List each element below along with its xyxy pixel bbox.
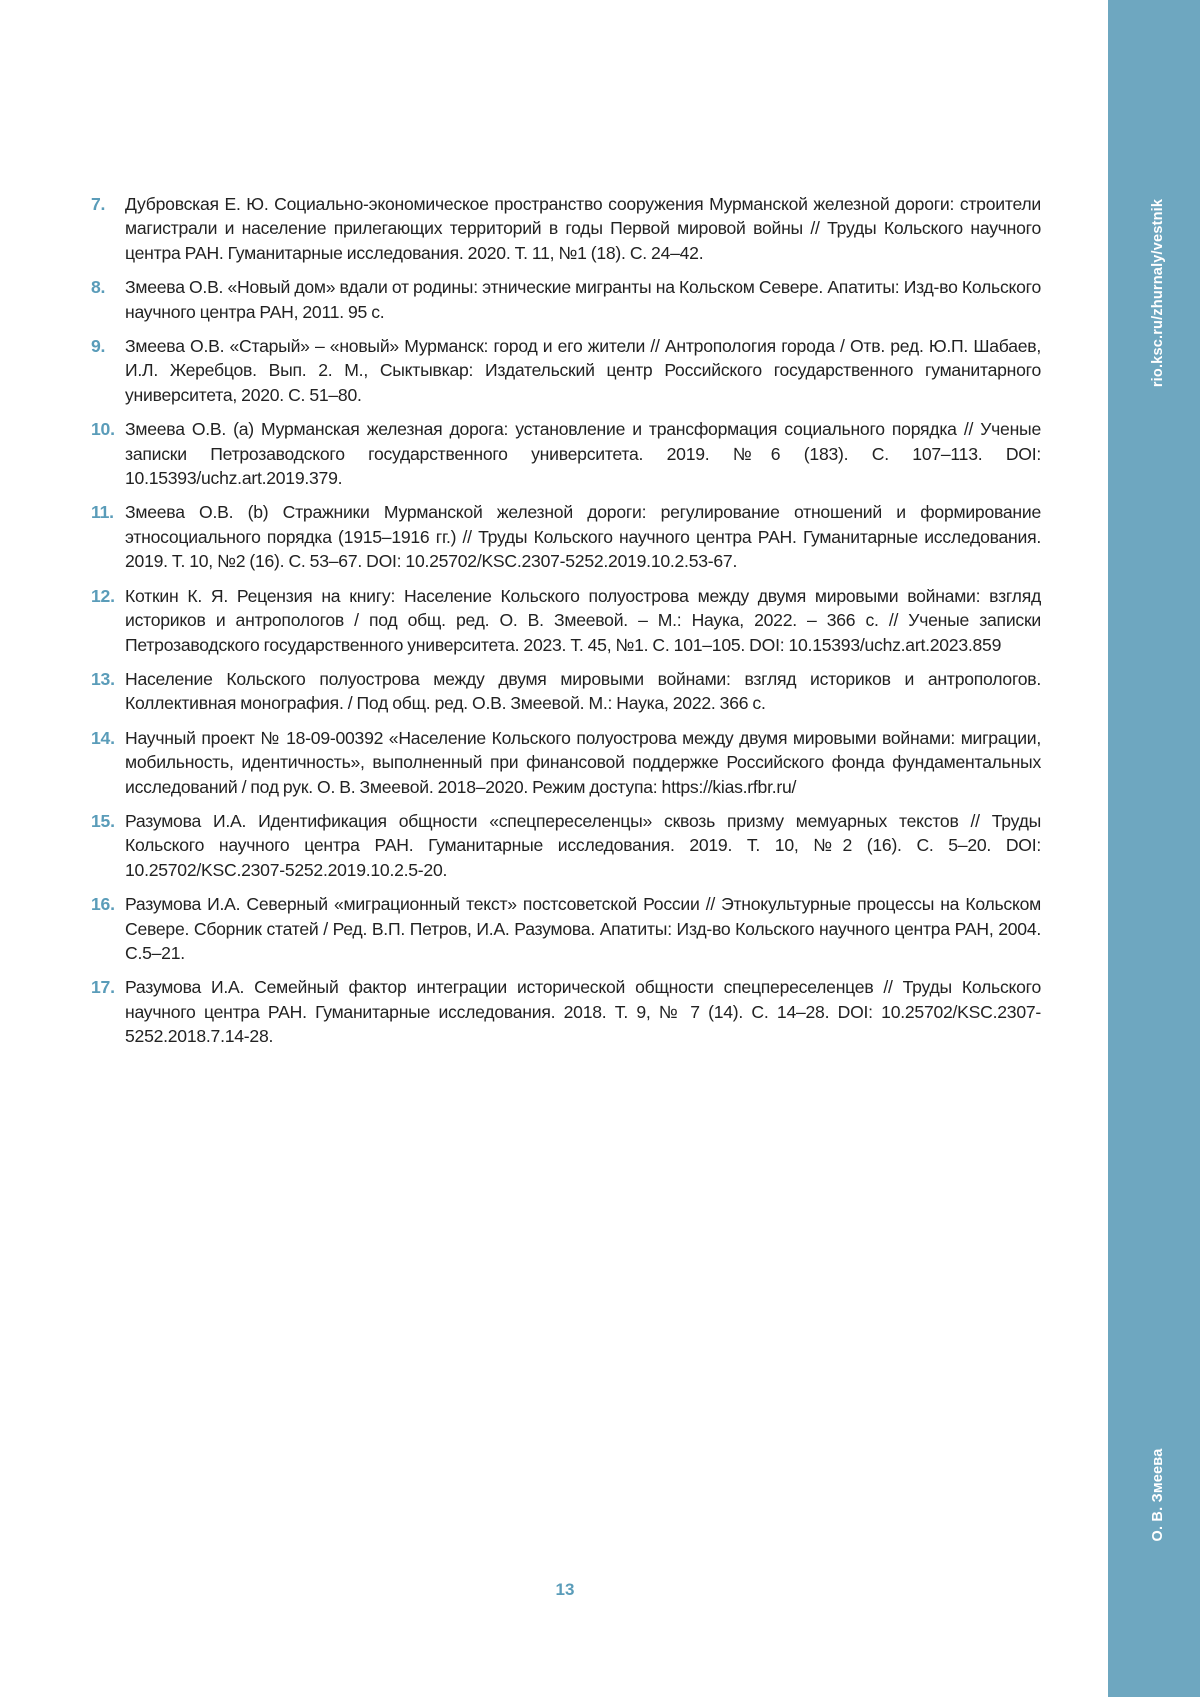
reference-item	[91, 975, 1041, 1048]
reference-number: 9.	[91, 336, 106, 357]
reference-number: 16.	[91, 894, 115, 915]
reference-number: 8.	[91, 277, 106, 298]
reference-item	[91, 667, 1041, 716]
reference-item	[91, 584, 1041, 657]
reference-number: 13.	[91, 668, 115, 689]
reference-text: Население Кольского полуострова между двумя мировыми войнами: взгляд историков и антропологов. Коллективная монография. / Под общ. ред. О.В. Змеевой. М.: Наука, 2022. 366 с.	[125, 668, 1041, 714]
reference-number: 11.	[91, 502, 114, 523]
reference-number: 10.	[91, 419, 115, 440]
reference-number: 14.	[91, 727, 115, 748]
reference-text: Змеева О.В. (b) Стражники Мурманской железной дороги: регулирование отношений и формирование этносоциального порядка (1915–1916 гг.) // Труды Кольского научного центра РАН. Гуманитарные исследования. 2019. Т. 10, №2 (16). С. 53–67. DOI: 10.25702/KSC.2307-5252.2019.10.2.53-67.	[125, 502, 1041, 572]
reference-text: Змеева О.В. «Старый» – «новый» Мурманск: город и его жители // Антропология города / Отв. ред. Ю.П. Шабаев, И.Л. Жеребцов. Вып. 2. М., Сыктывкар: Издательский центр Российского государственного гуманитарного университета, 2020. С. 51–80.	[125, 336, 1041, 405]
reference-item	[91, 500, 1041, 573]
reference-text: Разумова И.А. Северный «миграционный текст» постсоветской России // Этнокультурные процессы на Кольском Севере. Сборник статей / Ред. В.П. Петров, И.А. Разумова. Апатиты: Изд-во Кольского научного центра РАН, 2004. С.5–21.	[125, 894, 1041, 963]
reference-text: Змеева О.В. «Новый дом» вдали от родины: этнические мигранты на Кольском Севере. Апатиты: Изд-во Кольского научного центра РАН, 2011. 95 с.	[125, 277, 1041, 322]
reference-item	[91, 275, 1041, 324]
reference-number: 12.	[91, 585, 115, 606]
reference-text: Разумова И.А. Семейный фактор интеграции исторической общности спецпереселенцев // Труды Кольского научного центра РАН. Гуманитарные исследования. 2018. Т. 9, № 7 (14). С. 14–28. DOI: 10.25702/KSC.2307-5252.2018.7.14-28.	[125, 977, 1041, 1047]
author-running-head: О. В. Змеева	[1150, 1448, 1166, 1542]
reference-text: Змеева О.В. (a) Мурманская железная дорога: установление и трансформация социального порядка // Ученые записки Петрозаводского государственного университета. 2019. №6 (183). С. 107–113. DOI: 10.15393/uchz.art.2019.379.	[125, 419, 1041, 489]
page-number: 13	[555, 1580, 575, 1599]
reference-item	[91, 334, 1041, 407]
reference-text: Дубровская Е. Ю. Социально-экономическое пространство сооружения Мурманской железной дороги: строители магистрали и население прилегающих территорий в годы Первой мировой войны // Труды Кольского научного центра РАН. Гуманитарные исследования. 2020. Т. 11, №1 (18). С. 24–42.	[125, 194, 1041, 263]
reference-text: Коткин К. Я. Рецензия на книгу: Население Кольского полуострова между двумя мировыми войнами: взгляд историков и антропологов / под общ. ред. О. В. Змеевой. – М.: Наука, 2022. – 366 с. // Ученые записки Петрозаводского государственного университета. 2023. Т. 45, №1. С. 101–105. DOI: 10.15393/uchz.art.2023.859	[125, 585, 1041, 655]
reference-number: 17.	[91, 977, 115, 998]
reference-item	[91, 192, 1041, 265]
reference-item	[91, 417, 1041, 490]
journal-url: rio.ksc.ru/zhurnaly/vestnik	[1150, 198, 1166, 388]
reference-text: Разумова И.А. Идентификация общности «спецпереселенцы» сквозь призму мемуарных текстов // Труды Кольского научного центра РАН. Гуманитарные исследования. 2019. Т. 10, №2 (16). С. 5–20. DOI: 10.25702/KSC.2307-5252.2019.10.2.5-20.	[125, 810, 1041, 880]
reference-number: 15.	[91, 810, 115, 831]
reference-item	[91, 726, 1041, 799]
reference-item	[91, 892, 1041, 965]
reference-text: Научный проект № 18-09-00392 «Население Кольского полуострова между двумя мировыми войнами: миграции, мобильность, идентичность», выполненный при финансовой поддержке Российского фонда фундаментальных исследований / под рук. О. В. Змеевой. 2018–2020. Режим доступа: https://kias.rfbr.ru/	[125, 727, 1041, 797]
reference-list	[91, 192, 1041, 1059]
reference-number: 7.	[91, 194, 106, 214]
reference-item	[91, 809, 1041, 882]
